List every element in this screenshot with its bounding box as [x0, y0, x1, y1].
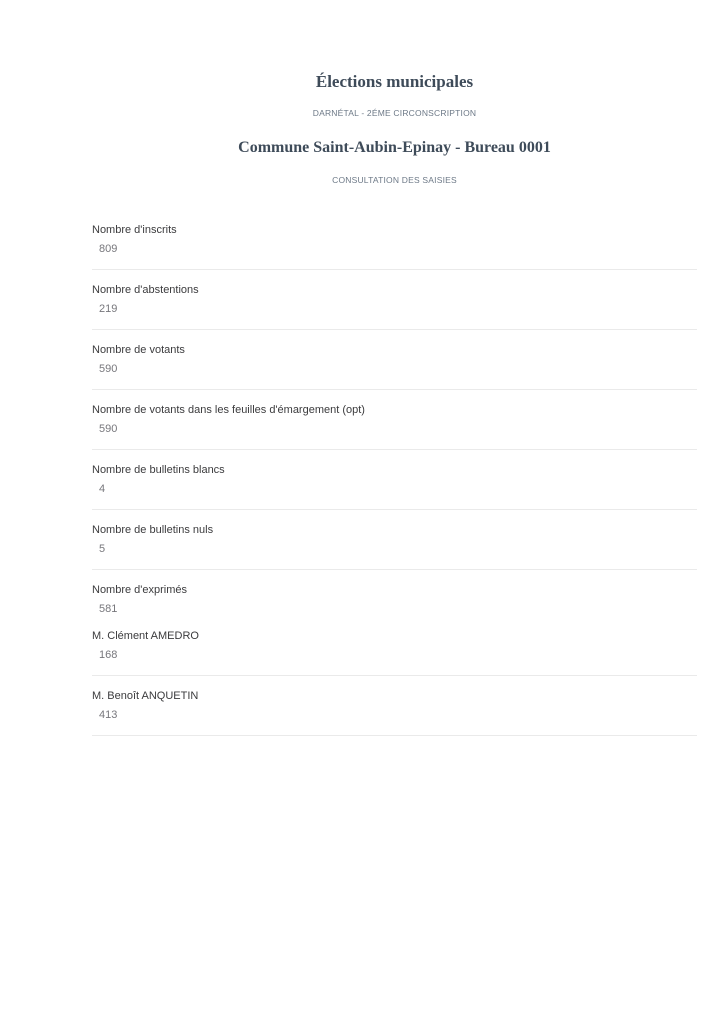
- field-label: M. Clément AMEDRO: [92, 630, 199, 642]
- field-row-candidate-anquetin: [92, 676, 697, 736]
- field-value: 219: [99, 303, 118, 315]
- field-value: 590: [99, 423, 118, 435]
- field-value: 581: [99, 603, 118, 615]
- page: [92, 0, 697, 736]
- field-value: 590: [99, 363, 118, 375]
- divider: [92, 735, 697, 736]
- circonscription-subtitle: DARNÉTAL - 2ÉME CIRCONSCRIPTION: [312, 108, 477, 118]
- field-value: 4: [99, 483, 106, 495]
- field-row-candidate-amedro: [92, 616, 697, 676]
- results-list: [92, 210, 697, 736]
- field-value: 5: [99, 543, 106, 555]
- field-label: Nombre d'inscrits: [92, 224, 177, 236]
- field-row-exprimes: [92, 570, 697, 616]
- field-row-votants-emargement: [92, 390, 697, 450]
- field-value: 168: [99, 649, 118, 661]
- bureau-title: Commune Saint-Aubin-Epinay - Bureau 0001: [238, 139, 551, 156]
- field-label: Nombre de bulletins blancs: [92, 464, 225, 476]
- field-row-bulletins-nuls: [92, 510, 697, 570]
- consultation-subtitle: CONSULTATION DES SAISIES: [332, 175, 457, 185]
- field-label: Nombre d'abstentions: [92, 284, 199, 296]
- field-label: Nombre de bulletins nuls: [92, 524, 214, 536]
- field-value: 809: [99, 243, 118, 255]
- field-label: Nombre de votants: [92, 344, 185, 356]
- field-row-abstentions: [92, 270, 697, 330]
- field-row-bulletins-blancs: [92, 450, 697, 510]
- field-label: Nombre de votants dans les feuilles d'émargement (opt): [92, 404, 365, 416]
- page-header: [92, 72, 697, 186]
- field-row-votants: [92, 330, 697, 390]
- field-label: Nombre d'exprimés: [92, 584, 188, 596]
- page-title: Élections municipales: [315, 72, 474, 91]
- field-label: M. Benoît ANQUETIN: [92, 690, 199, 702]
- field-row-inscrits: [92, 210, 697, 270]
- field-value: 413: [99, 709, 118, 721]
